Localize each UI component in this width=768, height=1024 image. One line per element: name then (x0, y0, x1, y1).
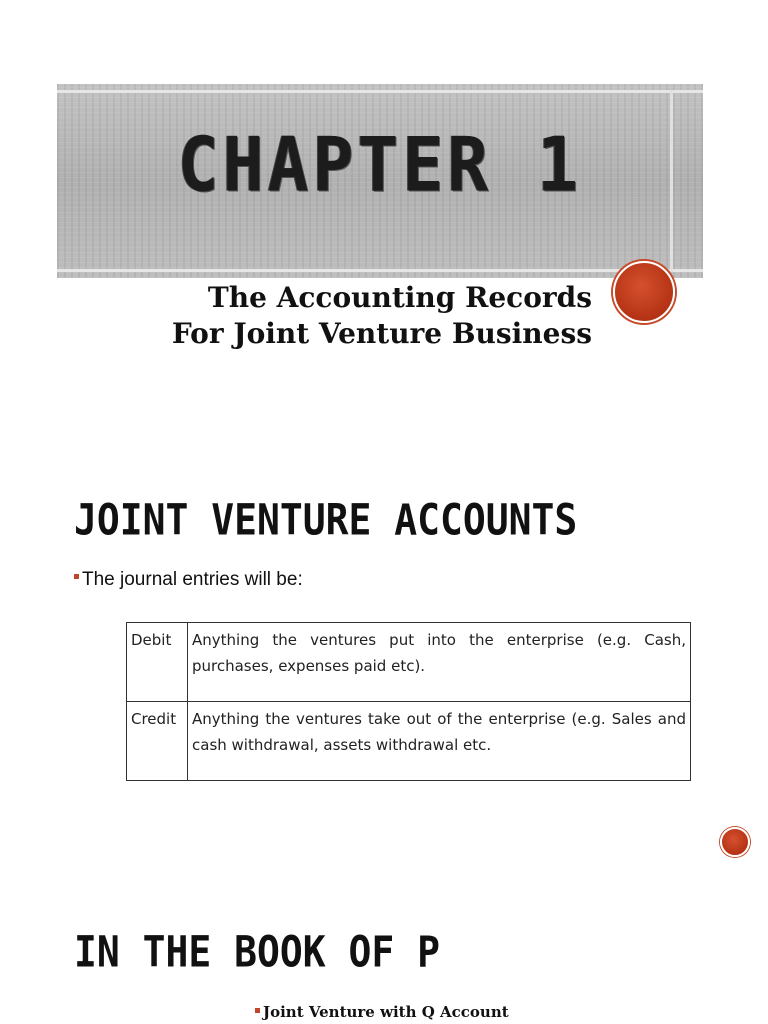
bullet-text: Joint Venture with Q Account (263, 1003, 509, 1021)
chapter-title: CHAPTER 1 (177, 122, 583, 209)
section-heading: IN THE BOOK OF P (74, 927, 441, 977)
table-cell-value: Anything the ventures take out of the enterprise (e.g. Sales and cash withdrawal, assets withdrawal etc. (188, 702, 691, 781)
square-bullet-icon (255, 1008, 260, 1013)
bullet-item (74, 569, 303, 591)
title-banner (57, 84, 703, 278)
subtitle-line-1: The Accounting Records (207, 281, 592, 314)
table-row (127, 623, 691, 702)
table-row (127, 702, 691, 781)
slide-joint-venture-accounts (0, 455, 768, 875)
slide-title (0, 0, 768, 455)
section-heading: JOINT VENTURE ACCOUNTS (74, 495, 578, 545)
slide-subtitle (172, 280, 592, 352)
square-bullet-icon (74, 574, 79, 579)
table-cell-value: Anything the ventures put into the enterprise (e.g. Cash, purchases, expenses paid etc). (188, 623, 691, 702)
table-cell-key: Debit (127, 623, 188, 702)
bullet-item (255, 1003, 509, 1021)
decorative-circle-icon (613, 261, 675, 323)
slide-book-of-p (0, 875, 768, 1024)
table-cell-key: Credit (127, 702, 188, 781)
journal-entries-table (126, 622, 691, 781)
subtitle-line-2: For Joint Venture Business (171, 317, 592, 350)
banner-top-line (57, 90, 703, 93)
decorative-circle-icon (720, 827, 750, 857)
bullet-text: The journal entries will be: (82, 569, 303, 590)
banner-bottom-line (57, 269, 703, 272)
